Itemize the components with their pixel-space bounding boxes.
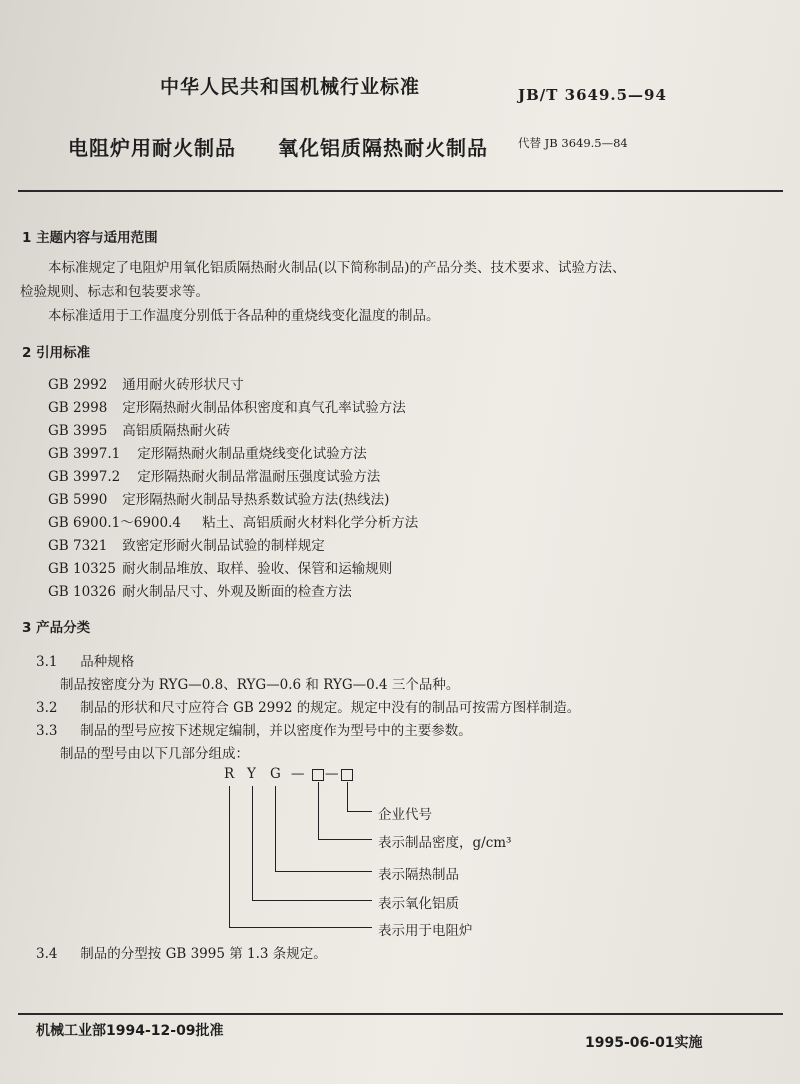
bracket-line — [229, 927, 372, 928]
reference-title: 致密定形耐火制品试验的制样规定 — [122, 538, 325, 554]
reference-title: 耐火制品堆放、取样、验收、保管和运输规则 — [122, 561, 393, 577]
reference-item — [48, 442, 367, 462]
reference-code: GB 10326 — [48, 584, 116, 600]
clause-number: 3.4 — [36, 946, 58, 962]
clause-text: 制品的分型按 GB 3995 第 1.3 条规定。 — [80, 946, 327, 962]
reference-title: 耐火制品尺寸、外观及断面的检查方法 — [122, 584, 352, 600]
letter-y: Y — [247, 766, 256, 782]
reference-title: 定形隔热耐火制品导热系数试验方法(热线法) — [122, 492, 390, 508]
clause-number: 3.3 — [36, 723, 58, 739]
section-3-heading: 3 产品分类 — [22, 620, 91, 636]
standard-number: JB/T 3649.5—94 — [518, 86, 667, 104]
reference-title: 粘土、高铝质耐火材料化学分析方法 — [202, 515, 419, 531]
reference-title: 定形隔热耐火制品体积密度和真气孔率试验方法 — [122, 400, 406, 416]
reference-item — [48, 511, 418, 531]
bracket-line — [252, 900, 372, 901]
section-3-4 — [36, 942, 327, 962]
section-3-1 — [36, 650, 134, 670]
dash: — — [291, 766, 305, 782]
label-enterprise-code: 企业代号 — [378, 807, 432, 823]
label-density: 表示制品密度，g/cm³ — [378, 835, 512, 851]
bracket-line — [275, 871, 372, 872]
reference-code: GB 3997.2 — [48, 469, 121, 485]
reference-item — [48, 534, 325, 554]
clause-text: 制品的形状和尺寸应符合 GB 2992 的规定。规定中没有的制品可按需方图样制造。 — [80, 700, 581, 716]
bracket-line — [347, 811, 372, 812]
reference-title: 高铝质隔热耐火砖 — [122, 423, 231, 439]
section-1-paragraph-2: 本标准适用于工作温度分别低于各品种的重烧线变化温度的制品。 — [48, 308, 440, 324]
label-insulating: 表示隔热制品 — [378, 867, 459, 883]
bracket-line — [347, 782, 348, 812]
reference-item — [48, 465, 380, 485]
reference-item — [48, 373, 244, 393]
density-box — [312, 769, 324, 781]
dash: — — [325, 766, 339, 782]
clause-number: 3.2 — [36, 700, 58, 716]
implementation-line: 1995-06-01实施 — [585, 1035, 703, 1051]
reference-title: 定形隔热耐火制品重烧线变化试验方法 — [137, 446, 367, 462]
reference-code: GB 7321 — [48, 538, 108, 554]
section-3-1-text: 制品按密度分为 RYG—0.8、RYG—0.6 和 RYG—0.4 三个品种。 — [60, 677, 460, 693]
reference-item — [48, 580, 352, 600]
label-alumina: 表示氧化铝质 — [378, 896, 459, 912]
clause-text: 制品的型号应按下述规定编制，并以密度作为型号中的主要参数。 — [80, 723, 472, 739]
reference-code: GB 10325 — [48, 561, 116, 577]
section-3-2 — [36, 696, 580, 716]
org-line: 中华人民共和国机械行业标准 — [160, 76, 421, 98]
reference-title: 定形隔热耐火制品常温耐压强度试验方法 — [137, 469, 381, 485]
document-title-part2: 氧化铝质隔热耐火制品 — [278, 136, 488, 160]
replaces-note: 代替 JB 3649.5—84 — [518, 136, 628, 150]
reference-code: GB 6900.1～6900.4 — [48, 515, 181, 531]
clause-number: 3.1 — [36, 654, 58, 670]
section-1-paragraph-1-line-2: 检验规则、标志和包装要求等。 — [20, 284, 209, 300]
header-rule — [18, 190, 783, 192]
reference-code: GB 3995 — [48, 423, 108, 439]
enterprise-code-box — [341, 769, 353, 781]
reference-item — [48, 419, 230, 439]
reference-item — [48, 557, 392, 577]
section-1-heading: 1 主题内容与适用范围 — [22, 230, 158, 246]
bracket-line — [252, 786, 253, 901]
clause-title: 品种规格 — [80, 654, 135, 670]
approval-line: 机械工业部1994-12-09批准 — [36, 1023, 224, 1039]
footer-rule — [18, 1013, 783, 1015]
section-1-paragraph-1-line-1: 本标准规定了电阻炉用氧化铝质隔热耐火制品(以下简称制品)的产品分类、技术要求、试验方法、 — [48, 260, 626, 276]
section-3-3-sub: 制品的型号由以下几部分组成： — [60, 746, 249, 762]
bracket-line — [229, 786, 230, 928]
reference-code: GB 2998 — [48, 400, 108, 416]
letter-g: G — [270, 766, 281, 782]
bracket-line — [318, 839, 372, 840]
bracket-line — [275, 786, 276, 872]
section-3-3 — [36, 719, 472, 739]
letter-r: R — [224, 766, 235, 782]
label-resistance-furnace: 表示用于电阻炉 — [378, 923, 473, 939]
document-title-part1: 电阻炉用耐火制品 — [68, 136, 236, 160]
reference-code: GB 3997.1 — [48, 446, 121, 462]
reference-item — [48, 488, 389, 508]
reference-code: GB 2992 — [48, 377, 108, 393]
reference-code: GB 5990 — [48, 492, 108, 508]
reference-title: 通用耐火砖形状尺寸 — [122, 377, 244, 393]
bracket-line — [318, 782, 319, 840]
reference-item — [48, 396, 406, 416]
section-2-heading: 2 引用标准 — [22, 345, 91, 361]
